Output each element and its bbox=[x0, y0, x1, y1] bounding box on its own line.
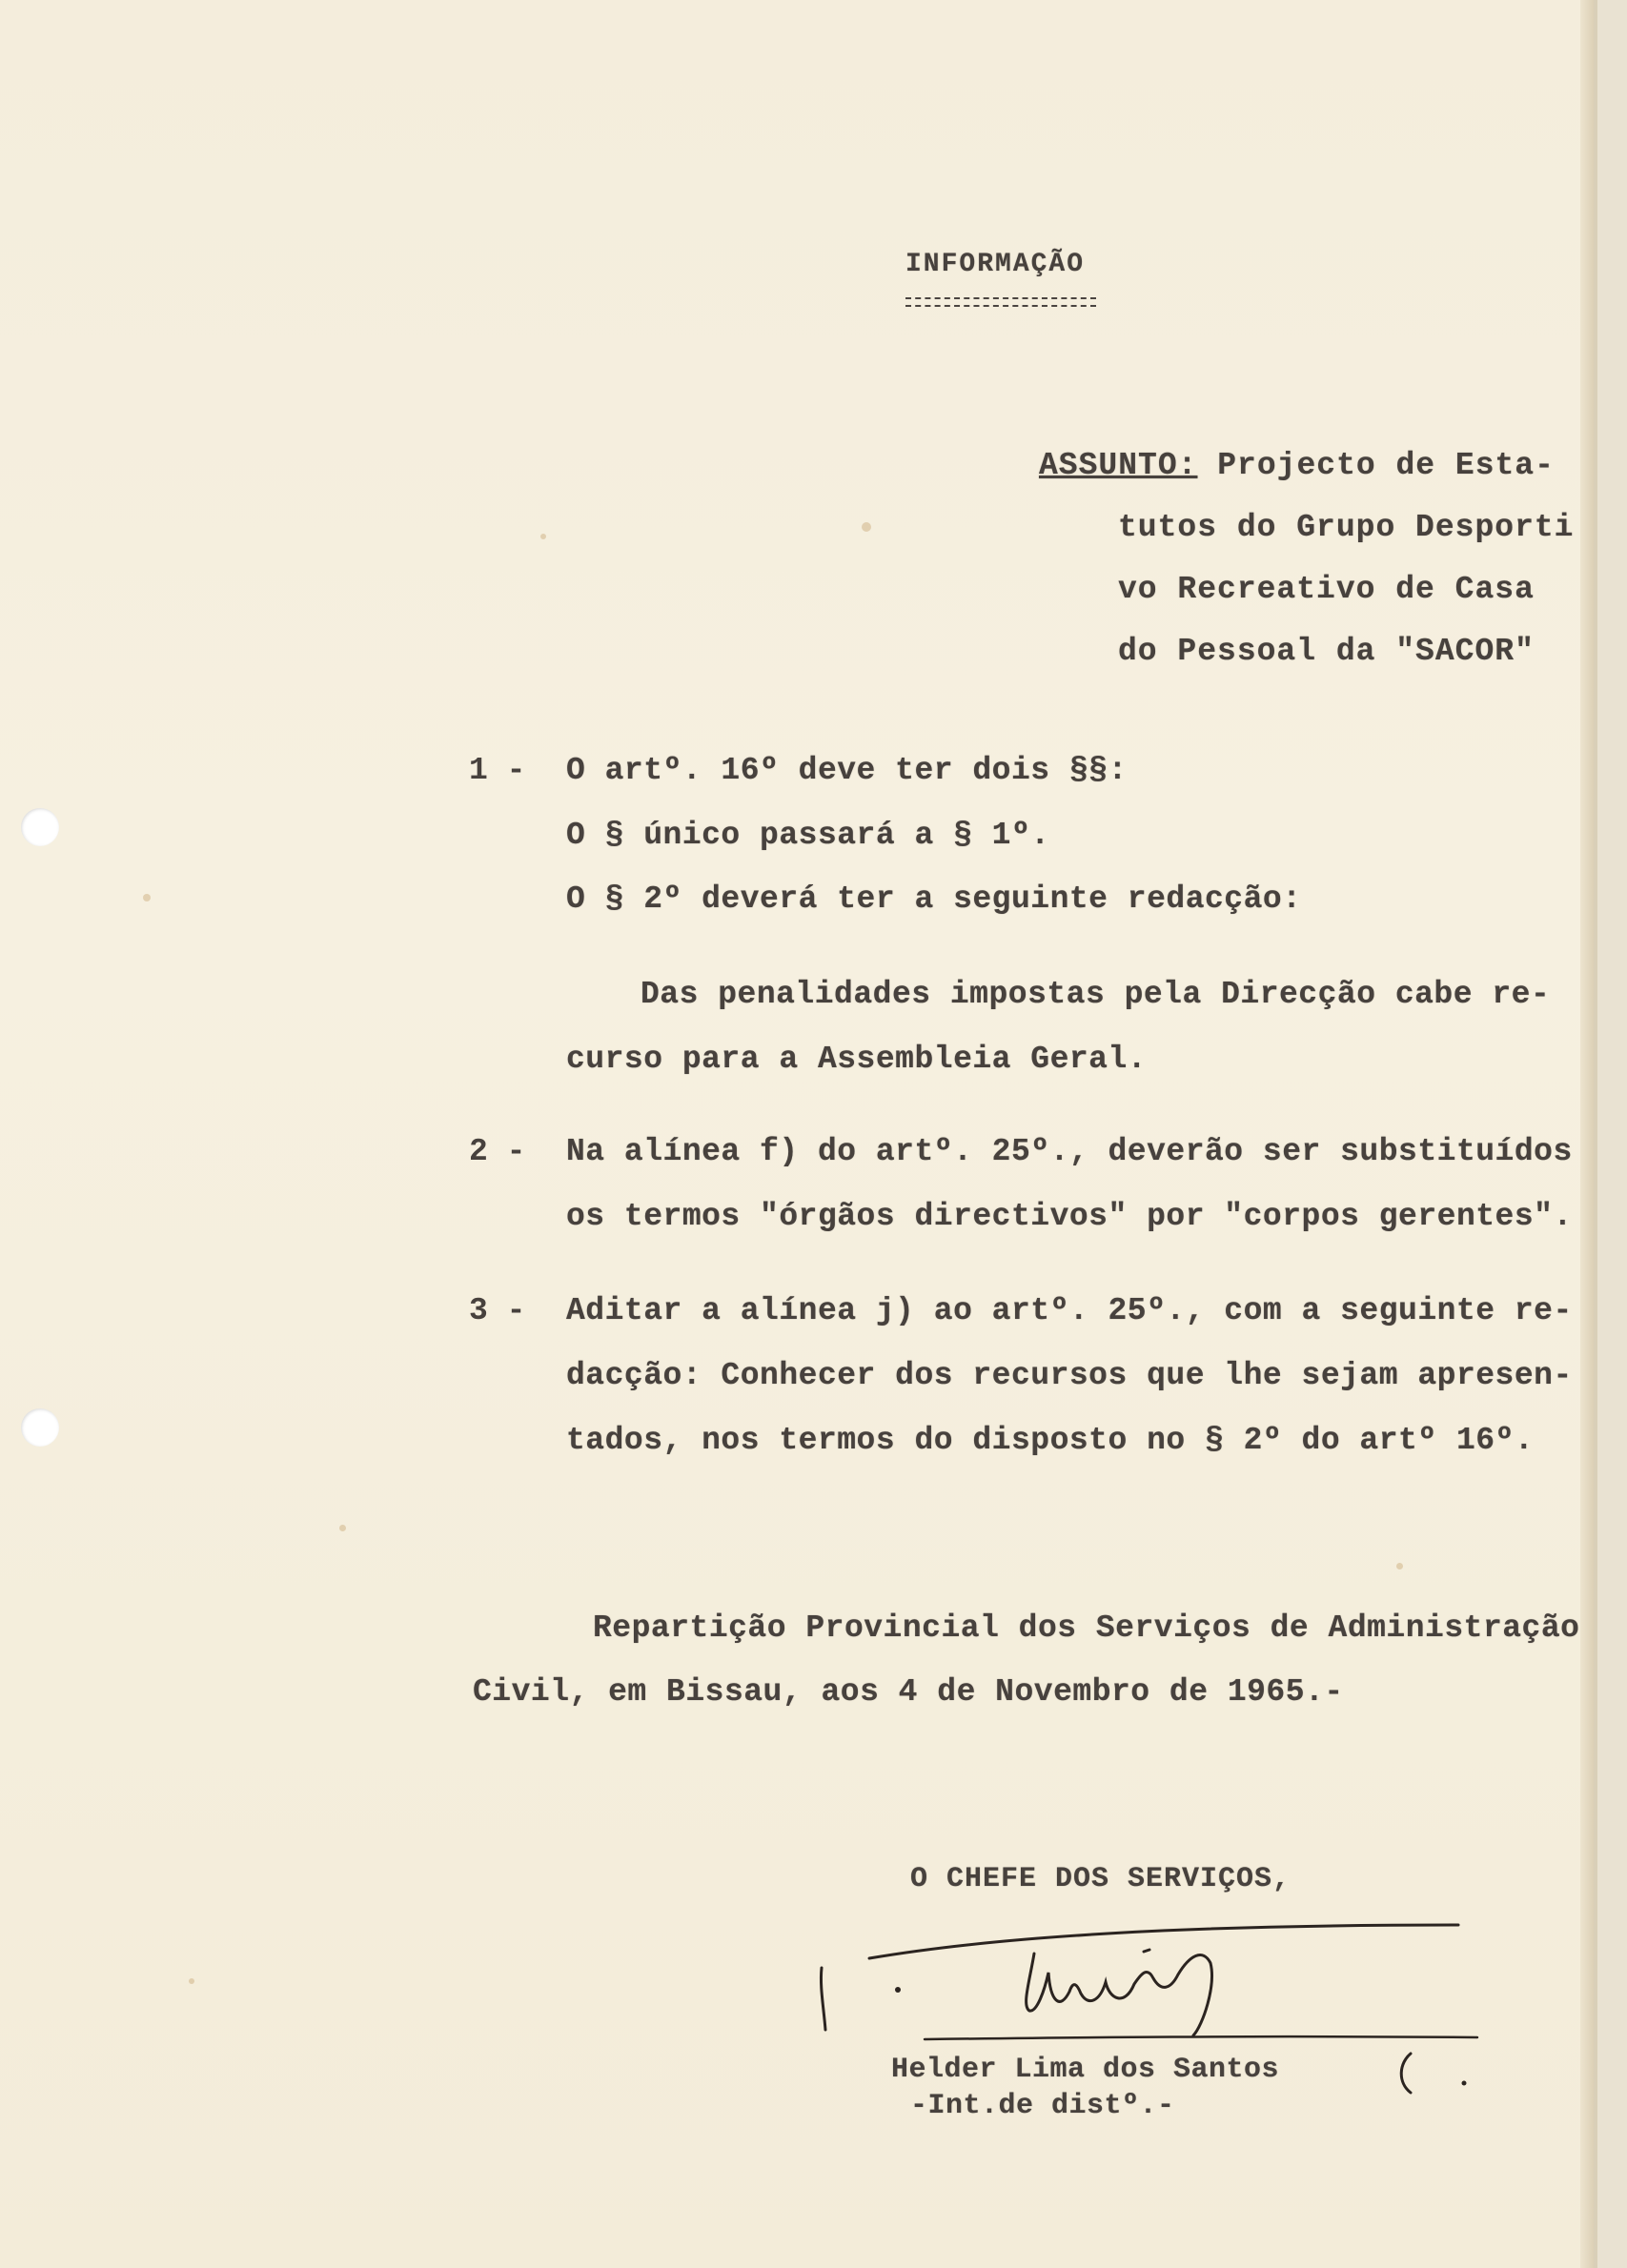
item-line: os termos "órgãos directivos" por "corpos gerentes". bbox=[566, 1199, 1573, 1234]
paper-stain bbox=[143, 894, 151, 901]
subject-line: vo Recreativo de Casa bbox=[1118, 572, 1535, 607]
item-line: Aditar a alínea j) ao artº. 25º., com a seguinte re- bbox=[566, 1293, 1573, 1328]
signatory-position: -Int.de distº.- bbox=[910, 2090, 1175, 2122]
document-title: INFORMAÇÃO bbox=[905, 250, 1086, 279]
item-line: O § 2º deverá ter a seguinte redacção: bbox=[566, 881, 1302, 917]
paper-stain bbox=[189, 1978, 194, 1984]
punch-hole bbox=[21, 808, 59, 846]
item-line: dacção: Conhecer dos recursos que lhe sejam apresen- bbox=[566, 1358, 1573, 1393]
item-line: Na alínea f) do artº. 25º., deverão ser substituídos bbox=[566, 1134, 1573, 1169]
item-number: 3 - bbox=[469, 1293, 526, 1328]
quoted-text-line: curso para a Assembleia Geral. bbox=[566, 1042, 1148, 1077]
paper-edge bbox=[1580, 0, 1594, 2268]
paper-stain bbox=[339, 1525, 346, 1531]
subject-label: ASSUNTO: bbox=[1039, 448, 1198, 483]
signatory-role: O CHEFE DOS SERVIÇOS, bbox=[910, 1863, 1291, 1895]
paper-stain bbox=[540, 534, 546, 539]
quoted-text-line: Das penalidades impostas pela Direcção cabe re- bbox=[641, 977, 1551, 1012]
paper-stain bbox=[862, 522, 871, 532]
item-number: 2 - bbox=[469, 1134, 526, 1169]
subject-line: Projecto de Esta- bbox=[1217, 448, 1555, 483]
closing-line: Repartição Provincial dos Serviços de Administração bbox=[593, 1610, 1580, 1646]
item-line: O § único passará a § 1º. bbox=[566, 818, 1050, 853]
item-line: O artº. 16º deve ter dois §§: bbox=[566, 753, 1128, 788]
closing-line: Civil, em Bissau, aos 4 de Novembro de 1965.- bbox=[473, 1674, 1344, 1710]
title-underline bbox=[905, 297, 1096, 307]
punch-hole bbox=[21, 1408, 59, 1447]
subject-block bbox=[1039, 435, 1574, 682]
paper-stain bbox=[1396, 1563, 1403, 1569]
subject-line: do Pessoal da "SACOR" bbox=[1118, 634, 1535, 669]
item-number: 1 - bbox=[469, 753, 526, 788]
signatory-name: Helder Lima dos Santos bbox=[891, 2054, 1280, 2086]
subject-line: tutos do Grupo Desporti bbox=[1118, 510, 1575, 545]
item-line: tados, nos termos do disposto no § 2º do artº 16º. bbox=[566, 1423, 1535, 1458]
